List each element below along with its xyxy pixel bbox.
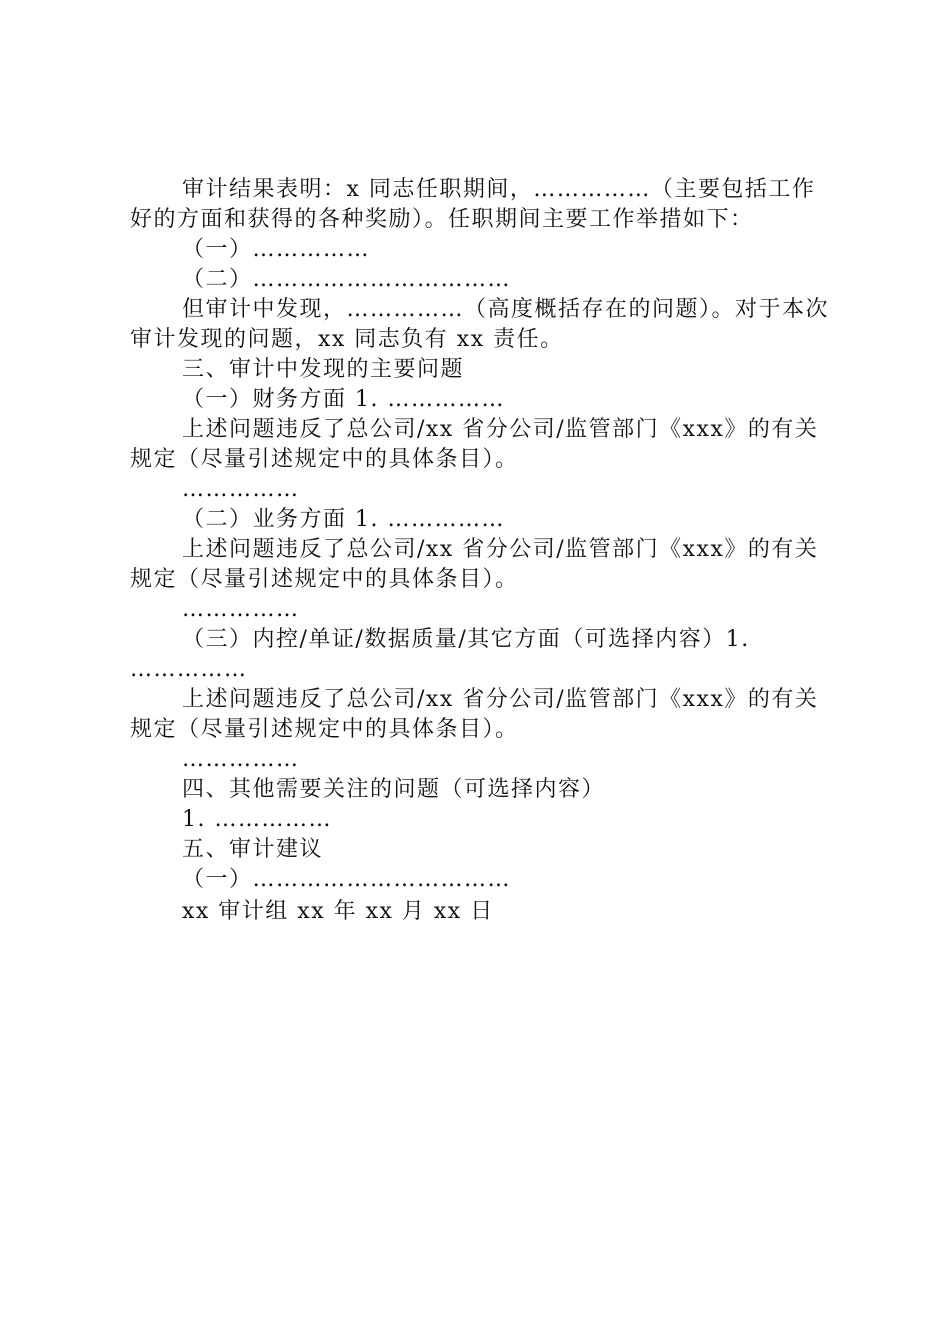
paragraph-findings-summary: 但审计中发现，……………（高度概括存在的问题）。对于本次审计发现的问题，xx 同志负有 xx 责任。 bbox=[130, 297, 830, 352]
ellipsis-line-2: …………… bbox=[182, 597, 300, 622]
paragraph-violation-2: 上述问题违反了总公司/xx 省分公司/监管部门《xxx》的有关规定（尽量引述规定中的具体条目）。 bbox=[130, 537, 819, 592]
section-heading-5: 五、审计建议 bbox=[182, 837, 324, 862]
suggestion-item-1: （一）…………………………… bbox=[182, 867, 512, 892]
paragraph-item-1: （一）…………… bbox=[182, 237, 371, 262]
item-4-1: 1. …………… bbox=[182, 807, 332, 832]
paragraph-violation-1: 上述问题违反了总公司/xx 省分公司/监管部门《xxx》的有关规定（尽量引述规定中的具体条目）。 bbox=[130, 417, 819, 472]
section-heading-3: 三、审计中发现的主要问题 bbox=[182, 357, 465, 382]
signature-line: xx 审计组 xx 年 xx 月 xx 日 bbox=[182, 899, 494, 924]
document-body bbox=[130, 175, 830, 927]
ellipsis-line-1: …………… bbox=[182, 477, 300, 502]
subheading-finance: （一）财务方面 1. …………… bbox=[182, 387, 505, 412]
ellipsis-line-3: …………… bbox=[182, 747, 300, 772]
paragraph-item-2: （二）…………………………… bbox=[182, 267, 512, 292]
paragraph-violation-3: 上述问题违反了总公司/xx 省分公司/监管部门《xxx》的有关规定（尽量引述规定中的具体条目）。 bbox=[130, 687, 819, 742]
paragraph-audit-result: 审计结果表明：x 同志任职期间，……………（主要包括工作好的方面和获得的各种奖励）。任职期间主要工作举措如下： bbox=[130, 177, 816, 232]
subheading-business: （二）业务方面 1. …………… bbox=[182, 507, 505, 532]
subheading-internal-control: （三）内控/单证/数据质量/其它方面（可选择内容）1. …………… bbox=[130, 627, 750, 682]
section-heading-4: 四、其他需要关注的问题（可选择内容） bbox=[182, 777, 606, 802]
